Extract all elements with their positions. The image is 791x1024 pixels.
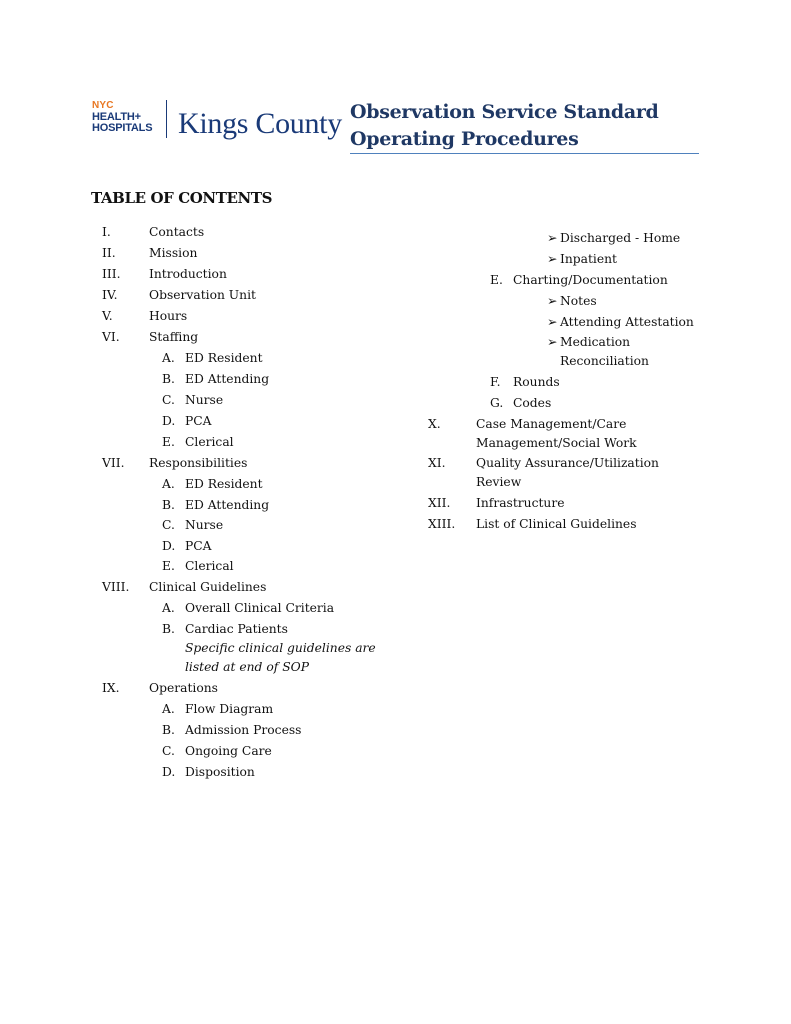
toc-item-label: Staffing [149,330,199,344]
toc-item-number: B. [162,498,175,512]
toc-item-number: E. [490,273,503,287]
toc-item-number: III. [102,267,121,281]
toc-item-label: Disposition [185,765,255,779]
toc-item-label: ED Attending [185,372,270,386]
logo-health-text: HEALTH+ [92,111,141,123]
arrow-bullet-icon: ➢ [547,335,558,349]
toc-item-number: IV. [102,288,118,302]
toc-item-number: D. [162,414,176,428]
toc-item-label: Nurse [185,518,224,532]
toc-item-label: Clerical [185,559,234,573]
facility-name: Kings County [178,107,342,140]
toc-item-label: Medication [560,335,631,349]
toc-item-number: E. [162,435,175,449]
toc-item-label: ED Resident [185,351,263,365]
toc-item-number: X. [428,417,441,431]
toc-item-label: Nurse [185,393,224,407]
toc-item-number: F. [490,375,501,389]
toc-item-number: XIII. [428,517,456,531]
toc-item-number: C. [162,518,175,532]
arrow-bullet-icon: ➢ [547,252,558,266]
toc-item-number: B. [162,372,175,386]
toc-item-number: V. [102,309,113,323]
toc-item-label: Notes [560,294,597,308]
toc-item-label: PCA [185,414,212,428]
toc-item-label: List of Clinical Guidelines [476,517,637,531]
toc-item-label: Quality Assurance/Utilization [476,456,659,470]
toc-item-number: A. [162,351,175,365]
toc-item-label: Review [476,475,522,489]
toc-item-number: B. [162,622,175,636]
document-title-line-1: Observation Service Standard [350,101,659,123]
toc-item-number: XII. [428,496,451,510]
toc-item-label: Responsibilities [149,456,248,470]
toc-item-label: ED Attending [185,498,270,512]
toc-note-text: Specific clinical guidelines are [185,641,376,655]
toc-item-number: C. [162,393,175,407]
toc-item-label: Reconciliation [560,354,649,368]
toc-item-label: Contacts [149,225,205,239]
arrow-bullet-icon: ➢ [547,294,558,308]
document-title-line-2: Operating Procedures [350,128,579,150]
toc-item-number: VIII. [102,580,130,594]
toc-item-label: Observation Unit [149,288,256,302]
toc-item-number: A. [162,702,175,716]
toc-item-number: B. [162,723,175,737]
toc-item-number: II. [102,246,116,260]
arrow-bullet-icon: ➢ [547,231,558,245]
toc-item-label: Codes [513,396,552,410]
toc-item-label: Overall Clinical Criteria [185,601,335,615]
toc-item-label: PCA [185,539,212,553]
toc-item-label: Flow Diagram [185,702,274,716]
logo-hospitals-text: HOSPITALS [92,122,153,134]
toc-item-label: Infrastructure [476,496,565,510]
toc-item-number: I. [102,225,111,239]
toc-item-number: VI. [102,330,120,344]
toc-item-label: Charting/Documentation [513,273,668,287]
title-underline [350,153,699,154]
toc-item-number: A. [162,477,175,491]
toc-item-number: XI. [428,456,446,470]
toc-item-label: Case Management/Care [476,417,627,431]
toc-item-label: Management/Social Work [476,436,637,450]
toc-item-label: ED Resident [185,477,263,491]
toc-item-number: A. [162,601,175,615]
toc-item-label: Attending Attestation [560,315,694,329]
toc-item-label: Introduction [149,267,227,281]
toc-note-text: listed at end of SOP [185,660,309,674]
toc-item-label: Clerical [185,435,234,449]
toc-item-label: Admission Process [185,723,302,737]
toc-item-number: G. [490,396,504,410]
toc-item-label: Rounds [513,375,560,389]
arrow-bullet-icon: ➢ [547,315,558,329]
toc-item-number: D. [162,539,176,553]
toc-item-label: Hours [149,309,188,323]
toc-item-number: IX. [102,681,120,695]
toc-item-number: E. [162,559,175,573]
toc-item-label: Inpatient [560,252,617,266]
toc-item-number: D. [162,765,176,779]
toc-item-number: VII. [102,456,125,470]
toc-item-label: Discharged - Home [560,231,681,245]
toc-item-number: C. [162,744,175,758]
toc-item-label: Cardiac Patients [185,622,288,636]
toc-item-label: Clinical Guidelines [149,580,267,594]
toc-item-label: Ongoing Care [185,744,272,758]
toc-item-label: Operations [149,681,218,695]
toc-item-label: Mission [149,246,198,260]
logo-divider [166,100,167,138]
logo-nyc-text: NYC [92,100,114,111]
toc-heading: TABLE OF CONTENTS [91,189,273,207]
